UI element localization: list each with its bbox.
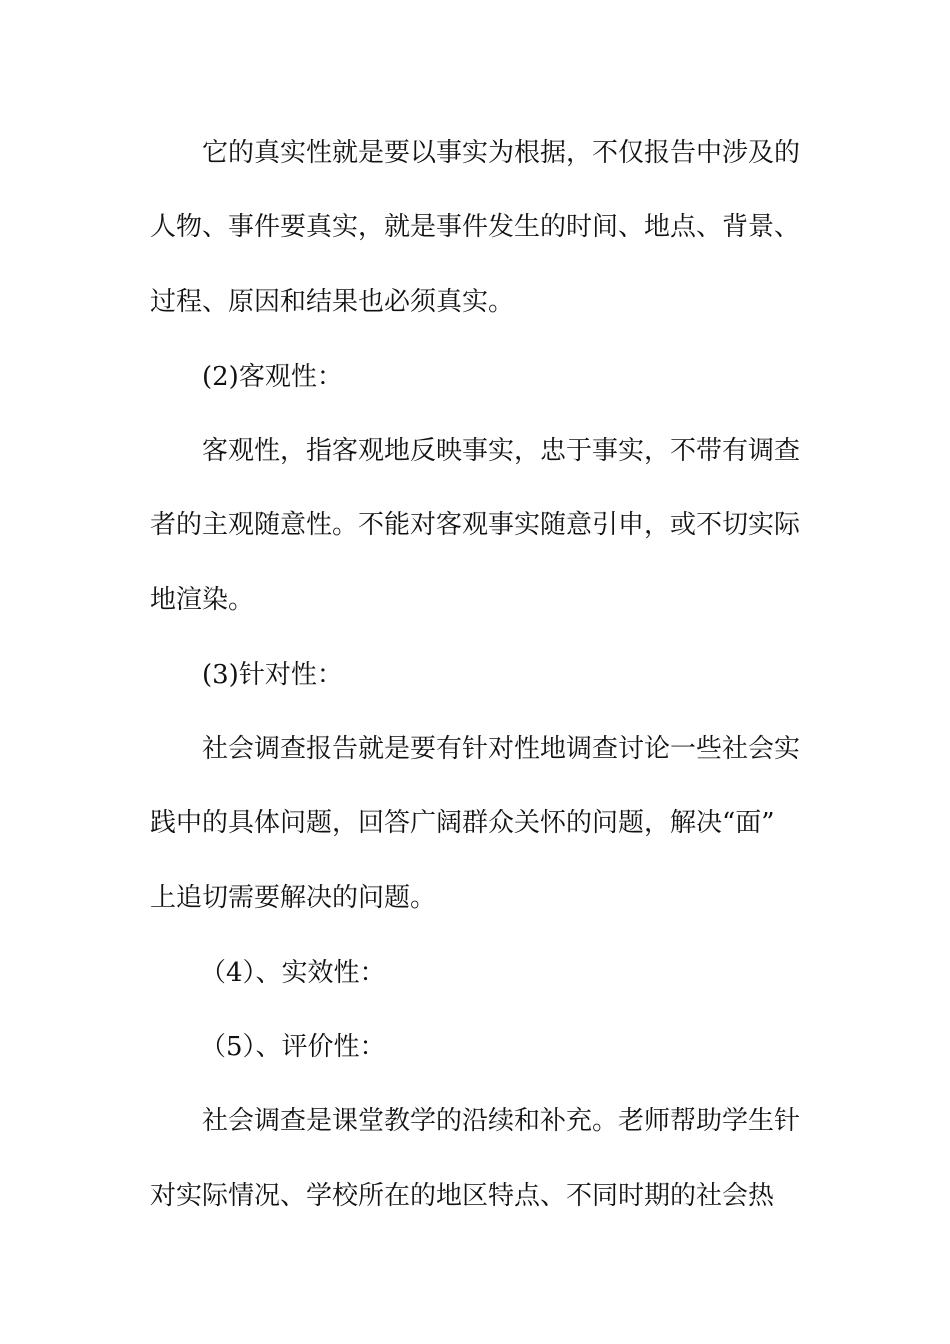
paragraph-line: 对实际情况、学校所在的地区特点、不同时期的社会热: [150, 1181, 775, 1211]
section-heading: （5）、评价性：: [200, 1032, 386, 1062]
paragraph-line: 人物、事件要真实，就是事件发生的时间、地点、背景、: [150, 212, 801, 242]
paragraph-line: 客观性，指客观地反映事实，忠于事实，不带有调查: [202, 436, 801, 466]
paragraph-line: 过程、原因和结果也必须真实。: [150, 287, 515, 317]
paragraph-line: 践中的具体问题，回答广阔群众关怀的问题，解决“面”: [150, 808, 775, 838]
section-heading: （4）、实效性：: [200, 958, 386, 988]
section-heading: (3)针对性：: [202, 660, 343, 690]
paragraph-line: 上追切需要解决的问题。: [150, 883, 437, 913]
paragraph-line: 者的主观随意性。不能对客观事实随意引申，或不切实际: [150, 510, 801, 540]
section-heading: (2)客观性：: [202, 362, 343, 392]
paragraph-line: 社会调查报告就是要有针对性地调查讨论一些社会实: [202, 734, 801, 764]
paragraph-line: 地渲染。: [150, 585, 255, 615]
paragraph-line: 它的真实性就是要以事实为根据，不仅报告中涉及的: [202, 138, 801, 168]
paragraph-line: 社会调查是课堂教学的沿续和补充。老师帮助学生针: [202, 1106, 801, 1136]
